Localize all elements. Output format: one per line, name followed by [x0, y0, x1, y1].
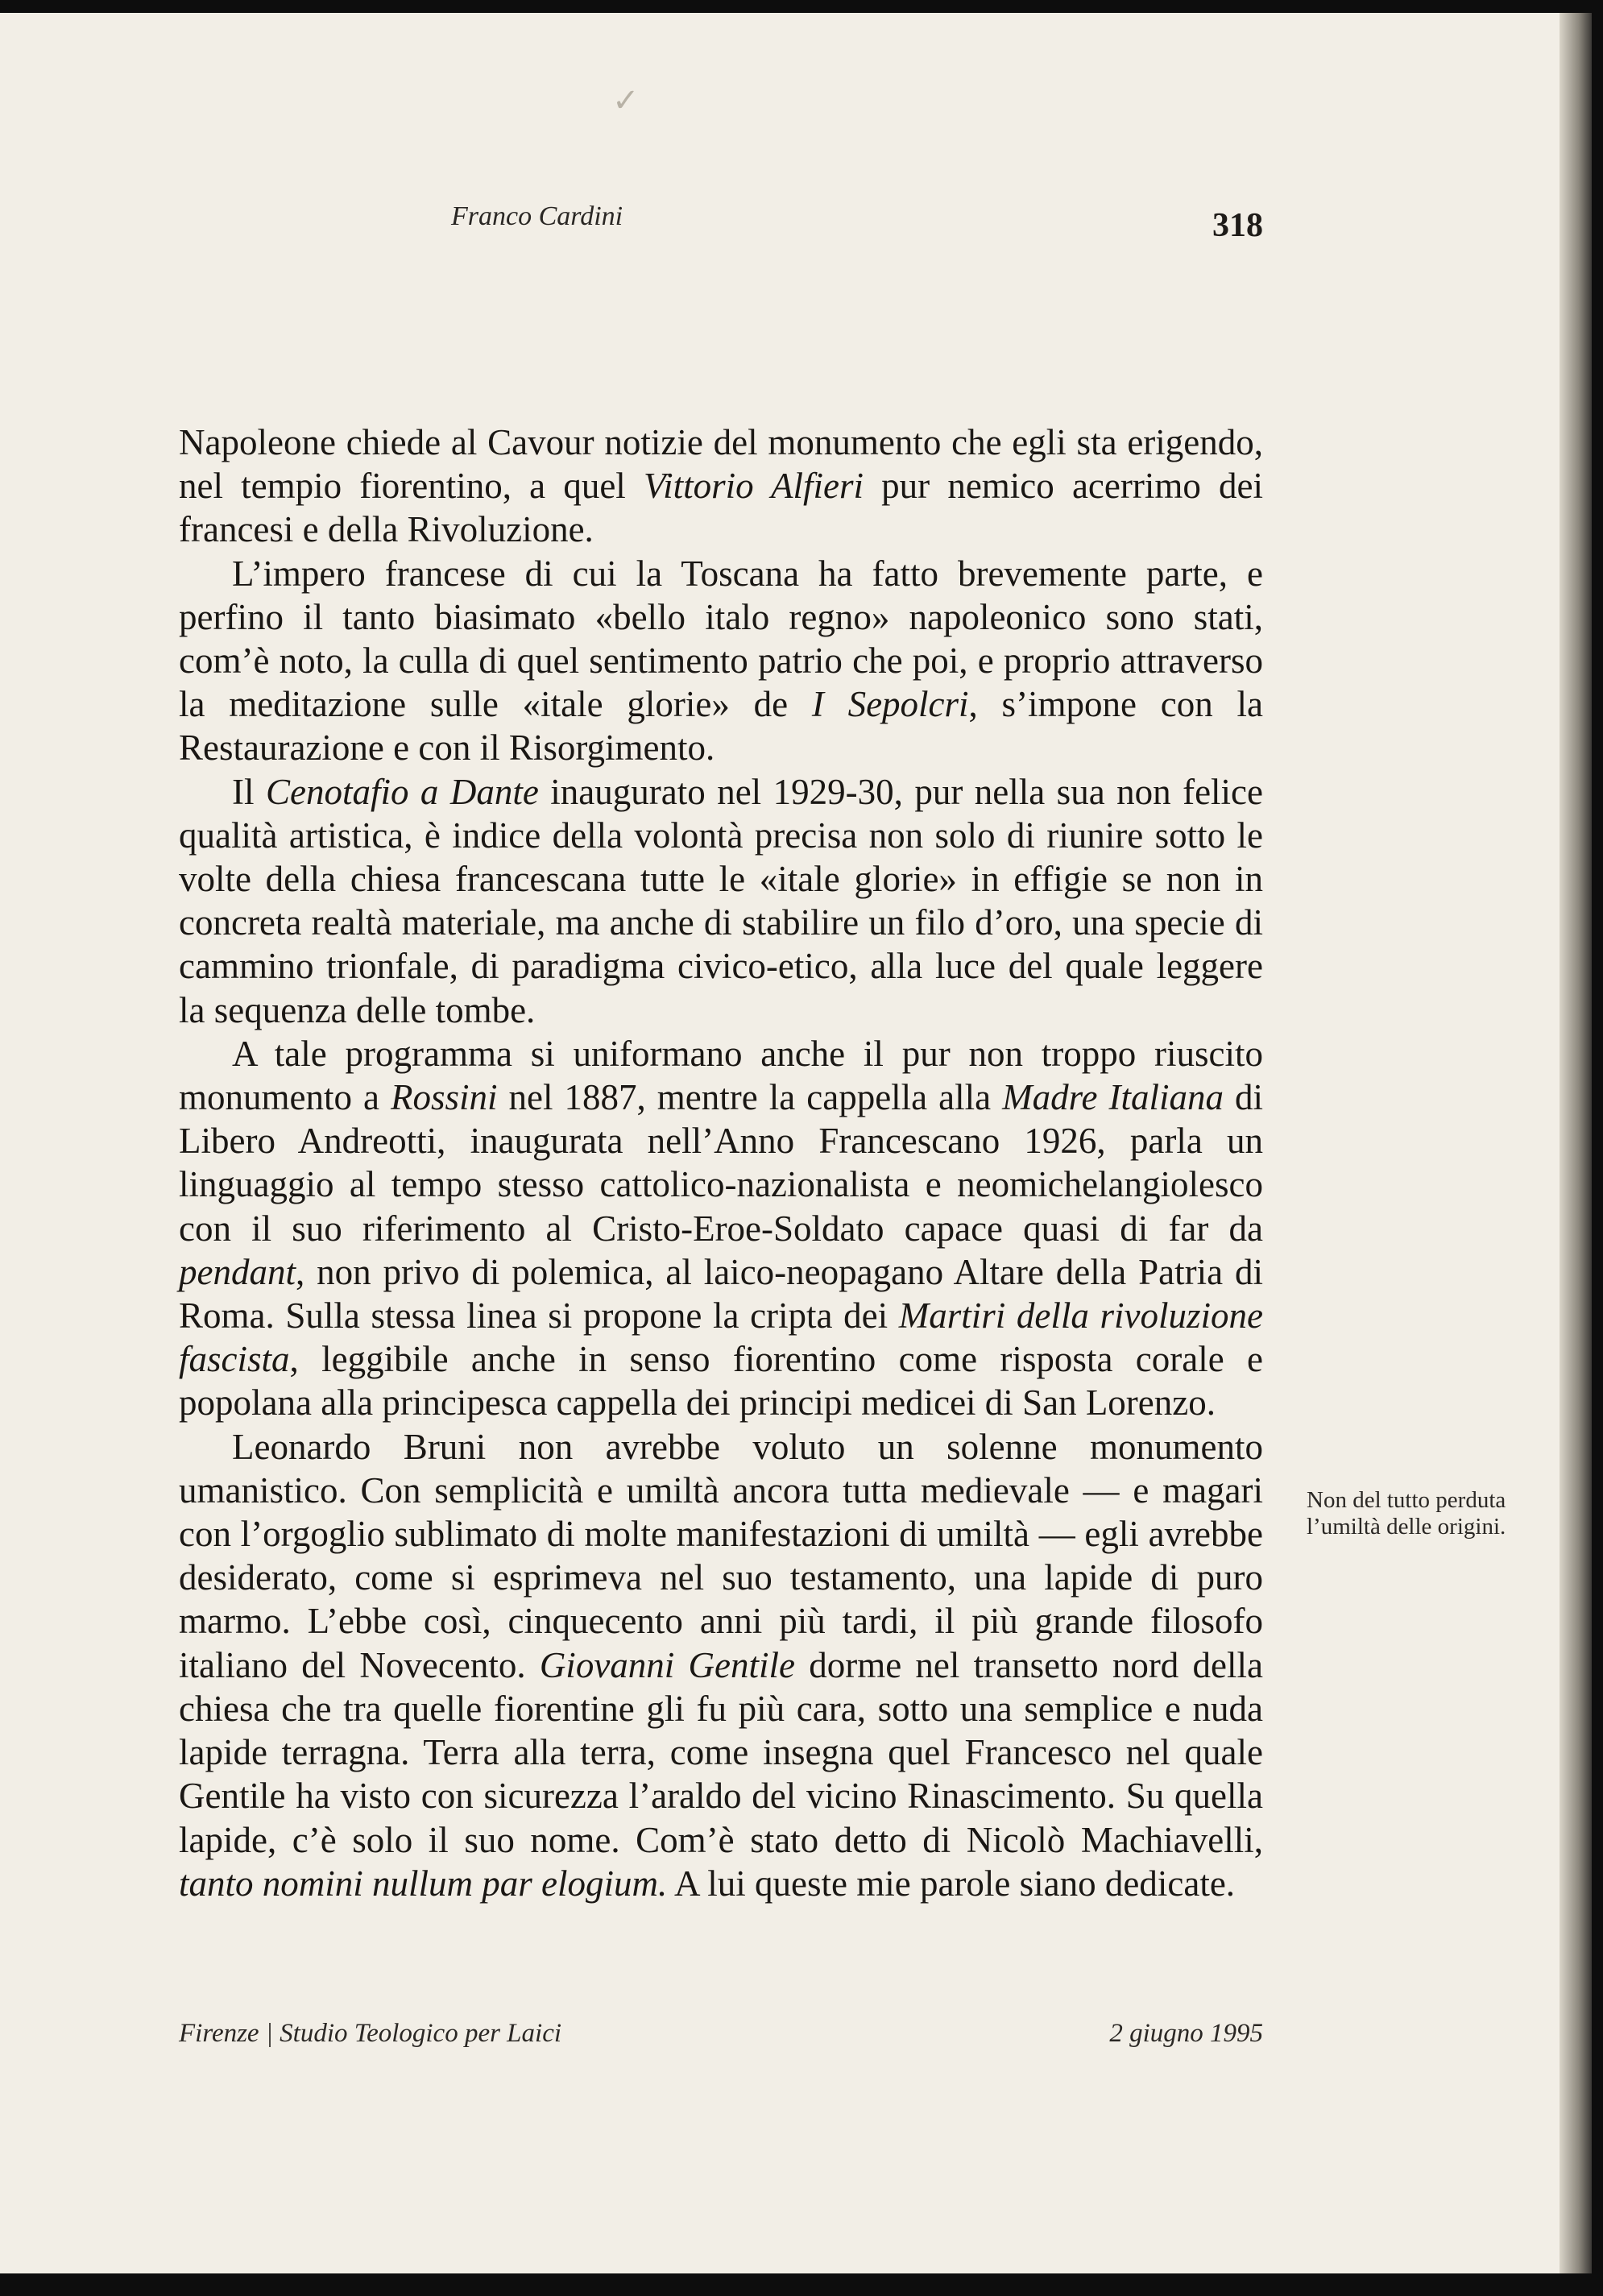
paragraph-1: Napoleone chiede al Cavour notizie del monumento che egli sta erigendo, nel tempio fiorentino, a quel Vittorio Alfieri pur nemico acerrimo dei francesi e della Rivoluzione.	[179, 422, 1264, 550]
footer	[179, 2019, 1263, 2049]
pencil-mark: ✓	[612, 82, 640, 118]
paragraph-5: Leonardo Bruni non avrebbe voluto un solenne monumento umanistico. Con semplicità e umiltà ancora tutta medievale — e magari con l’orgoglio sublimato di molte manifestazioni di umiltà — egli avrebbe desiderato, come si esprimeva nel suo testamento, una lapide di puro marmo. L’ebbe così, cinquecento anni più tardi, il più grande filosofo italiano del Novecento. Giovanni Gentile dorme nel transetto nord della chiesa che tra quelle fiorentine gli fu più cara, sotto una semplice e nuda lapide terragna. Terra alla terra, come insegna quel Francesco nel quale Gentile ha visto con sicurezza l’araldo del vicino Rinascimento. Su quella lapide, c’è solo il suo nome. Com’è stato detto di Nicolò Machiavelli, tanto nomini nullum par elogium. A lui queste mie parole siano dedicate.	[179, 1426, 1263, 1904]
book-spine	[1560, 13, 1592, 2273]
paragraph-4: A tale programma si uniformano anche il pur non troppo riuscito monumento a Rossini nel 1887, mentre la cappella alla Madre Italiana di Libero Andreotti, inaugurata nell’Anno Francescano 1926, parla un linguaggio al tempo stesso cattolico-nazionalista e neomichelangiolesco con il suo riferimento al Cristo-Eroe-Soldato capace quasi di far da pendant, non privo di polemica, al laico-neopagano Altare della Patria di Roma. Sulla stessa linea si propone la cripta dei Martiri della rivoluzione fascista, leggibile anche in senso fiorentino come risposta corale e popolana alla principesca cappella dei principi medicei di San Lorenzo.	[179, 1033, 1263, 1424]
paragraph-3: Il Cenotafio a Dante inaugurato nel 1929-30, pur nella sua non felice qualità artistica, è indice della volontà precisa non solo di riunire sotto le volte della chiesa francescana tutte le «itale glorie» in effigie se non in concreta realtà materiale, ma anche di stabilire un filo d’oro, una specie di cammino trionfale, di paradigma civico-etico, alla luce del quale leggere la sequenza delle tombe.	[179, 771, 1263, 1030]
margin-note: Non del tutto perduta l’umiltà delle origini.	[1307, 1487, 1506, 1540]
main-text	[179, 421, 1263, 1905]
paragraph-2: L’impero francese di cui la Toscana ha fatto brevemente parte, e perfino il tanto biasimato «bello italo regno» napoleonico sono stati, com’è noto, la culla di quel sentimento patrio che poi, e proprio attraverso la meditazione sulle «itale glorie» de I Sepolcri, s’impone con la Restaurazione e con il Risorgimento.	[179, 553, 1263, 769]
running-head-author: Franco Cardini	[451, 201, 623, 231]
page-number: 318	[1212, 207, 1263, 244]
footer-place: Firenze | Studio Teologico per Laici	[179, 2019, 562, 2048]
footer-date: 2 giugno 1995	[1109, 2019, 1263, 2048]
